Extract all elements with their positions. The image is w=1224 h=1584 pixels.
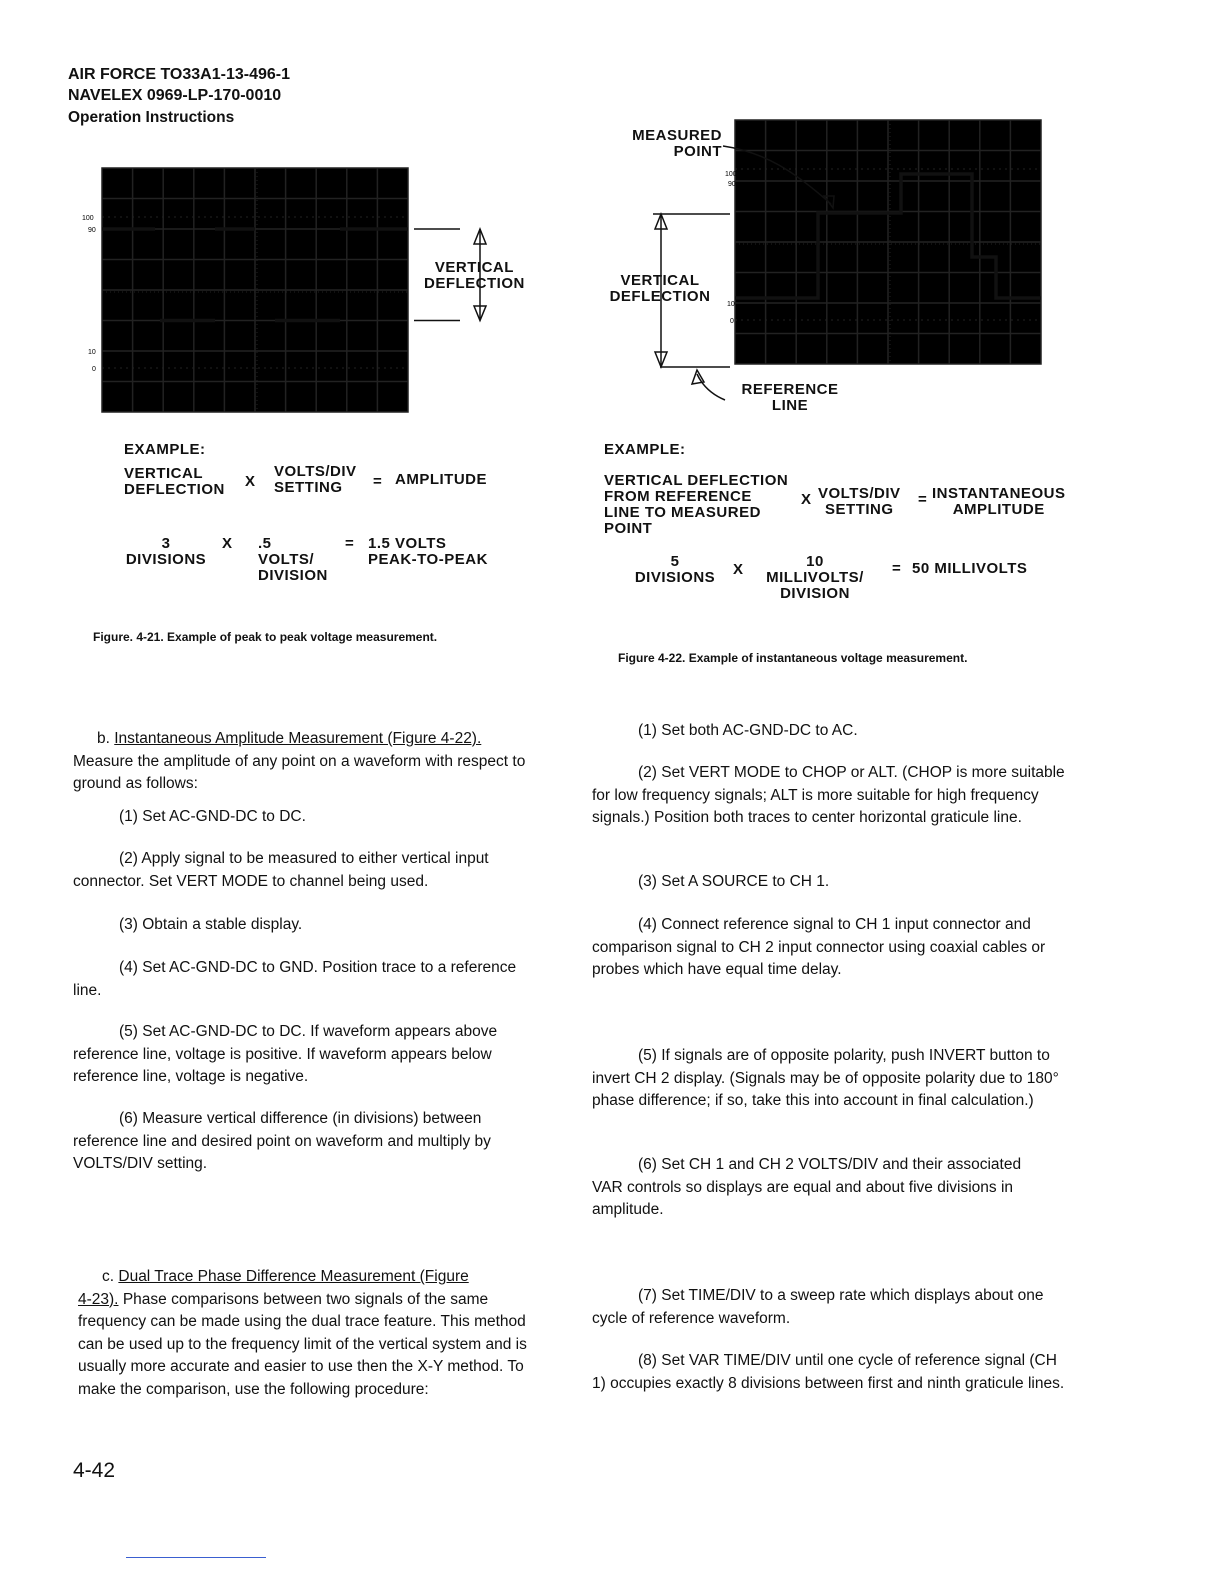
example-title: EXAMPLE: <box>124 441 206 458</box>
left-step-3: (3) Obtain a stable display. <box>119 916 303 933</box>
left-step-4: (4) Set AC-GND-DC to GND. Position trace to a reference line. <box>73 959 517 999</box>
formula-times: X <box>801 491 812 508</box>
section-b-heading-line <box>73 728 543 751</box>
scale-mark-10: 10 <box>727 301 735 308</box>
value-times: X <box>733 561 744 578</box>
formula-equals: = <box>918 491 928 508</box>
value-volts-per-division: .5 VOLTS/ DIVISION <box>258 535 328 584</box>
page-number: 4-42 <box>73 1459 116 1482</box>
value-millivolts-per-division: 10 MILLIVOLTS/ DIVISION <box>766 553 864 602</box>
formula-term-volts-div: VOLTS/DIV SETTING <box>274 463 357 496</box>
scale-mark-10: 10 <box>88 349 96 356</box>
example-title: EXAMPLE: <box>604 441 686 458</box>
right-step-8: (8) Set VAR TIME/DIV until one cycle of reference signal (CH 1) occupies exactly 8 divisions between first and ninth graticule lines. <box>592 1352 1065 1392</box>
formula-times: X <box>245 473 256 490</box>
scale-mark-0: 0 <box>730 318 734 325</box>
left-step-5: (5) Set AC-GND-DC to DC. If waveform appears above reference line, voltage is positive. If waveform appears below reference line, voltage is negative. <box>73 1023 498 1085</box>
right-step-3: (3) Set A SOURCE to CH 1. <box>638 873 830 890</box>
section-b <box>73 728 543 796</box>
right-step-2: (2) Set VERT MODE to CHOP or ALT. (CHOP is more suitable for low frequency signals; ALT is more suitable for high frequency signals.) Position both traces to center horizontal graticule line. <box>592 764 1065 826</box>
left-step-6: (6) Measure vertical difference (in divisions) between reference line and desired point on waveform and multiply by VOLTS/DIV setting. <box>73 1110 491 1172</box>
document-id-af: AIR FORCE TO33A1-13-496-1 <box>68 66 290 83</box>
right-step-4: (4) Connect reference signal to CH 1 input connector and comparison signal to CH 2 input connector using coaxial cables or probes which have equal time delay. <box>592 916 1046 978</box>
section-b-intro: Measure the amplitude of any point on a waveform with respect to ground as follows: <box>73 752 526 792</box>
value-result: 50 MILLIVOLTS <box>912 560 1028 577</box>
formula-term-vertical-deflection: VERTICAL DEFLECTION <box>124 465 225 498</box>
formula-result-amplitude: AMPLITUDE <box>395 471 487 488</box>
value-equals: = <box>892 560 902 577</box>
document-id-navelex: NAVELEX 0969-LP-170-0010 <box>68 87 282 104</box>
figure-4-22-caption: Figure 4-22. Example of instantaneous voltage measurement. <box>618 651 968 665</box>
section-c-heading-cont: 4-23). <box>78 1290 119 1308</box>
vertical-deflection-label: VERTICAL DEFLECTION <box>424 259 525 292</box>
left-step-1: (1) Set AC-GND-DC to DC. <box>119 808 306 825</box>
scale-mark-100: 100 <box>82 215 94 222</box>
section-c-marker: c. <box>102 1268 115 1285</box>
section-title: Operation Instructions <box>68 109 235 126</box>
left-step-2: (2) Apply signal to be measured to either vertical input connector. Set VERT MODE to channel being used. <box>73 850 489 890</box>
section-c-heading-line <box>78 1266 548 1289</box>
formula-term-vertical-deflection-reference: VERTICAL DEFLECTION FROM REFERENCE LINE TO MEASURED POINT <box>604 472 789 537</box>
scale-mark-90: 90 <box>728 181 736 188</box>
formula-equals: = <box>373 473 383 490</box>
section-b-marker: b. <box>97 730 110 747</box>
scale-mark-100: 100 <box>725 171 737 178</box>
value-result: 1.5 VOLTS PEAK-TO-PEAK <box>368 535 488 568</box>
right-step-7: (7) Set TIME/DIV to a sweep rate which displays about one cycle of reference waveform. <box>592 1287 1044 1327</box>
right-step-6: (6) Set CH 1 and CH 2 VOLTS/DIV and their associated VAR controls so displays are equal and about five divisions in amplitude. <box>592 1156 1022 1218</box>
measured-point-label: MEASURED POINT <box>632 127 722 160</box>
right-step-5: (5) If signals are of opposite polarity, push INVERT button to invert CH 2 display. (Signals may be of opposite polarity due to 180° phase difference; if so, take this into account in final calculation.) <box>592 1047 1059 1109</box>
section-b-heading: Instantaneous Amplitude Measurement (Figure 4-22). <box>114 730 482 747</box>
formula-result-instantaneous: INSTANTANEOUS AMPLITUDE <box>932 485 1066 518</box>
value-equals: = <box>345 535 355 552</box>
formula-term-volts-div: VOLTS/DIV SETTING <box>818 485 901 518</box>
figure-4-21-caption: Figure. 4-21. Example of peak to peak voltage measurement. <box>93 630 438 644</box>
right-step-1: (1) Set both AC-GND-DC to AC. <box>638 722 858 739</box>
value-times: X <box>222 535 233 552</box>
footer-rule <box>126 1557 266 1558</box>
section-c <box>78 1266 548 1401</box>
scale-mark-0: 0 <box>92 366 96 373</box>
section-c-heading: Dual Trace Phase Difference Measurement (Figure <box>118 1268 469 1285</box>
vertical-deflection-label: VERTICAL DEFLECTION <box>609 272 711 305</box>
scale-mark-90: 90 <box>88 227 96 234</box>
value-divisions: 5 DIVISIONS <box>634 553 716 586</box>
value-divisions: 3 DIVISIONS <box>125 535 207 568</box>
reference-line-label: REFERENCE LINE <box>741 381 839 414</box>
section-c-text: Phase comparisons between two signals of the same frequency can be made using the dual trace feature. This method can be used up to the frequency limit of the vertical system and is usually more accurate and easier to use then the X-Y method. To make the comparison, use the following procedure: <box>78 1290 527 1398</box>
